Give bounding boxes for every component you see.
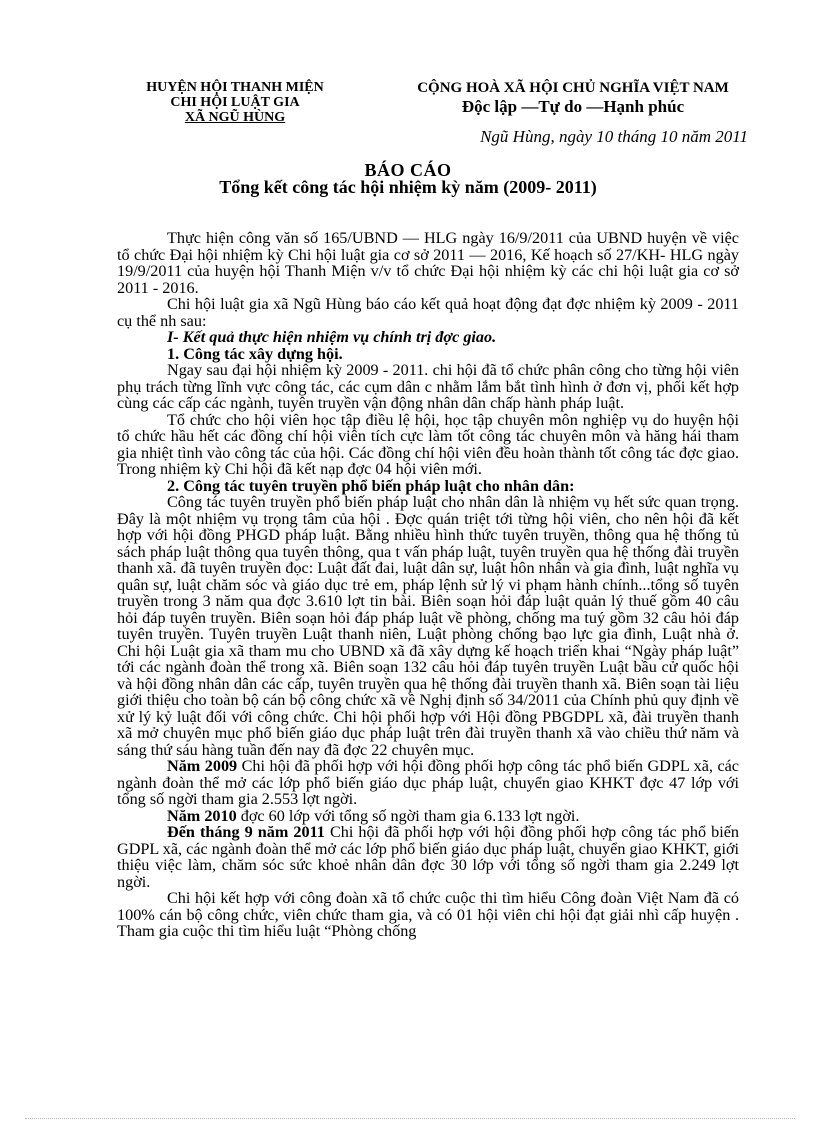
document-date: Ngũ Hùng, ngày 10 tháng 10 năm 2011	[480, 127, 748, 146]
subsection-heading-2: 2. Công tác tuyên truyền phổ biến pháp luật cho nhân dân:	[167, 476, 575, 495]
org-line-2: CHI HỘI LUẬT GIA	[170, 95, 300, 110]
org-line-3-text: XÃ NGŨ HÙNG	[184, 110, 286, 125]
paragraph-2010	[117, 808, 739, 825]
national-heading	[398, 80, 748, 116]
section-heading-1: I- Kết quả thực hiện nhiệm vụ chính trị đợc giao.	[167, 328, 497, 346]
year-2011-text: Chi hội đã phối hợp với hội đồng phối hợp công tác phổ biến GDPL xã, các ngành đoàn thể mở các lớp phổ biến giáo dục pháp luật, chuyển giao KHKT, giới thiệu việc làm, chăm sóc sức khoẻ nhân dân đợc 30 lớp với tổng số ngời tham gia 2.249 lợt ngời.	[117, 823, 739, 891]
year-2009-text: Chi hội đã phối hợp với hội đồng phối hợp công tác phổ biến GDPL xã, các ngành đoàn thể mở các lớp phổ biến giáo dục pháp luật, chuyển giao KHKT đợc 47 lớp với tổng số ngời tham gia 2.553 lợt ngời.	[117, 757, 739, 808]
paragraph-training: Tổ chức cho hội viên học tập điều lệ hội, học tập chuyên môn nghiệp vụ do huyện hội tổ chức hầu hết các đồng chí hội viên tích cực làm tốt công tác chuyên môn và hăng hái tham gia nhiệt tình vào công tác của hội. Các đồng chí hội viên đều hoàn thành tốt công tác đợc giao. Trong nhiệm kỳ Chi hội đã kết nạp đợc 04 hội viên mới.	[117, 410, 739, 478]
year-2010-label: Năm 2010	[167, 806, 237, 825]
national-title: CỘNG HOÀ XÃ HỘI CHỦ NGHĨA VIỆT NAM	[417, 80, 729, 96]
paragraph-propaganda: Công tác tuyên truyền phổ biến pháp luật cho nhân dân là nhiệm vụ hết sức quan trọng. Đây là một nhiệm vụ trọng tâm của hội . Đợc quán triệt tới từng hội viên, cho nên hội đã kết hợp với hội đồng PHGD pháp luật. Bằng nhiều hình thức tuyên truyền, thông qua hệ thống tủ sách pháp luật thông qua tuyên thông, qua t vấn pháp luật, tuyên truyền qua hệ thống đài truyền thanh xã. đã tuyên truyền đọc: Luật đất đai, luật dân sự, luật hôn nhân và gia đình, luật nghĩa vụ quân sự, luật chăm sóc và giáo dục trẻ em, pháp lệnh sử lý vi phạm hành chính...tổng số tuyên truyền trong 3 năm qua đợc 3.610 lợt tin bài. Biên soạn hỏi đáp luật quản lý thuế gồm 40 câu hỏi đáp tuyên truyền. Biên soạn hỏi đáp pháp luật về phòng, chống ma tuý gồm 32 câu hỏi đáp tuyên truyền. Tuyên truyền Luật thanh niên, Luật phòng chống bạo lực gia đình, Luật nhà ở. Chi hội Luật gia xã tham mu cho UBND xã đã xây dựng kế hoạch triển khai “Ngày pháp luật” tới các ngành đoàn thể trong xã. Biên soạn 132 câu hỏi đáp tuyên truyền Luật bầu cử quốc hội và hội đồng nhân dân các cấp, tuyên truyền qua hệ thống đài truyền thanh xã. Biên soạn tài liệu giới thiệu cho toàn bộ cán bộ công chức xã về Nghị định số 34/2011 của Chính phủ quy định về xử lý kỷ luật đối với công chức. Chi hội phối hợp với Hội đồng PBGDPL xã, đài truyền thanh xã mở chuyên mục phổ biến giáo dục pháp luật trên đài truyền thanh xã vào chiều thứ năm và sáng thứ sáu hàng tuần đến nay đã đợc 22 chuyên mục.	[117, 493, 739, 759]
paragraph-report-statement: Chi hội luật gia xã Ngũ Hùng báo cáo kết quả hoạt động đạt đợc nhiệm kỳ 2009 - 2011 cụ thể nh sau:	[117, 295, 739, 330]
page-bottom-divider	[25, 1118, 795, 1119]
paragraph-2011	[117, 824, 739, 890]
paragraph-2009	[117, 758, 739, 808]
paragraph-intro: Thực hiện công văn số 165/UBND — HLG ngày 16/9/2011 của UBND huyện về việc tổ chức Đại hội nhiệm kỳ Chi hội luật gia cơ sở 2011 — 2016, Kế hoạch số 27/KH- HLG ngày 19/9/2011 của huyện hội Thanh Miện v/v tổ chức Đại hội nhiệm kỳ các chi hội luật gia cơ sở 2011 - 2016.	[117, 229, 739, 297]
org-line-3	[120, 110, 350, 125]
paragraph-organization: Ngay sau đại hội nhiệm kỳ 2009 - 2011. chi hội đã tổ chức phân công cho từng hội viên phụ trách từng lĩnh vực công tác, các cụm dân c nhằm lắm bắt tình hình ở đơn vị, phối kết hợp cùng các cấp các ngành, tuyên truyền vận động nhân dân chấp hành pháp luật.	[117, 361, 739, 412]
year-2011-label: Đến tháng 9 năm 2011	[167, 823, 325, 841]
subsection-heading-1: 1. Công tác xây dựng hội.	[167, 344, 343, 363]
year-2009-label: Năm 2009	[167, 757, 238, 775]
report-title: BÁO CÁO	[364, 160, 452, 180]
issuing-organization	[120, 80, 350, 125]
report-subtitle: Tổng kết công tác hội nhiệm kỳ năm (2009- 2011)	[219, 177, 597, 197]
org-line-1: HUYỆN HỘI THANH MIỆN	[146, 80, 324, 95]
national-motto: Độc lập —Tự do —Hạnh phúc	[461, 97, 685, 116]
report-body	[117, 230, 739, 940]
year-2010-text: đợc 60 lớp với tổng số ngời tham gia 6.133 lợt ngời.	[236, 806, 580, 825]
paragraph-competition: Chi hội kết hợp với công đoàn xã tổ chức cuộc thi tìm hiểu Công đoàn Việt Nam đã có 100% cán bộ công chức, viên chức tham gia, và có 01 hội viên chi hội đạt giải nhì cấp huyện . Tham gia cuộc thi tìm hiểu luật “Phòng chống	[117, 889, 739, 940]
